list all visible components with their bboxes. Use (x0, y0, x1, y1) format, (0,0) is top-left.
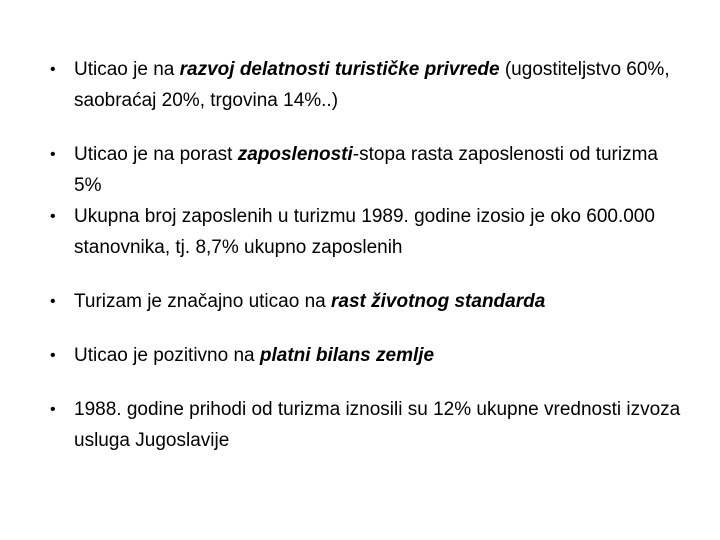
bullet-text (74, 206, 655, 258)
bullet-dot-icon: • (50, 293, 56, 310)
bullet-text (74, 399, 680, 451)
bullet-dot-icon: • (50, 208, 56, 225)
bullet-text (74, 59, 670, 111)
bullet-text-pre: Uticao je pozitivno na (74, 345, 260, 366)
bullet-item-employment (50, 139, 690, 201)
bullet-text (74, 144, 658, 196)
bullet-item-tourism-income-1988 (50, 394, 690, 456)
bullet-item-balance-of-payments (50, 340, 690, 371)
bullet-text-post: (ugostiteljstvo 60%, saobraćaj 20%, trgovina 14%..) (74, 59, 670, 111)
bullet-text (74, 291, 545, 312)
bullet-text-emphasis: platni bilans zemlje (259, 345, 435, 366)
bullet-dot-icon: • (50, 146, 56, 163)
bullet-dot-icon: • (50, 61, 56, 78)
bullet-text-emphasis: rast životnog standarda (330, 291, 546, 312)
bullet-text-emphasis: zaposlenosti (237, 144, 353, 165)
bullet-text-pre: Uticao je na (74, 59, 180, 80)
bullet-text-pre: Uticao je na porast (74, 144, 238, 165)
bullet-text (74, 345, 434, 366)
bullet-text-pre: 1988. godine prihodi od turizma iznosili su 12% ukupne vrednosti izvoza usluga Jugoslavije (74, 399, 681, 451)
bullet-text-pre: Ukupna broj zaposlenih u turizmu 1989. godine izosio je oko 600.000 stanovnika, tj. 8,7% ukupno zaposlenih (74, 206, 655, 258)
bullet-list (50, 54, 690, 456)
bullet-text-post: -stopa rasta zaposlenosti od turizma 5% (74, 144, 658, 196)
bullet-dot-icon: • (50, 347, 56, 364)
bullet-item-living-standard (50, 286, 690, 317)
bullet-dot-icon: • (50, 401, 56, 418)
bullet-text-pre: Turizam je značajno uticao na (74, 291, 331, 312)
bullet-text-emphasis: razvoj delatnosti turističke privrede (179, 59, 500, 80)
bullet-item-total-employed (50, 201, 690, 263)
bullet-item-tourism-development (50, 54, 690, 116)
